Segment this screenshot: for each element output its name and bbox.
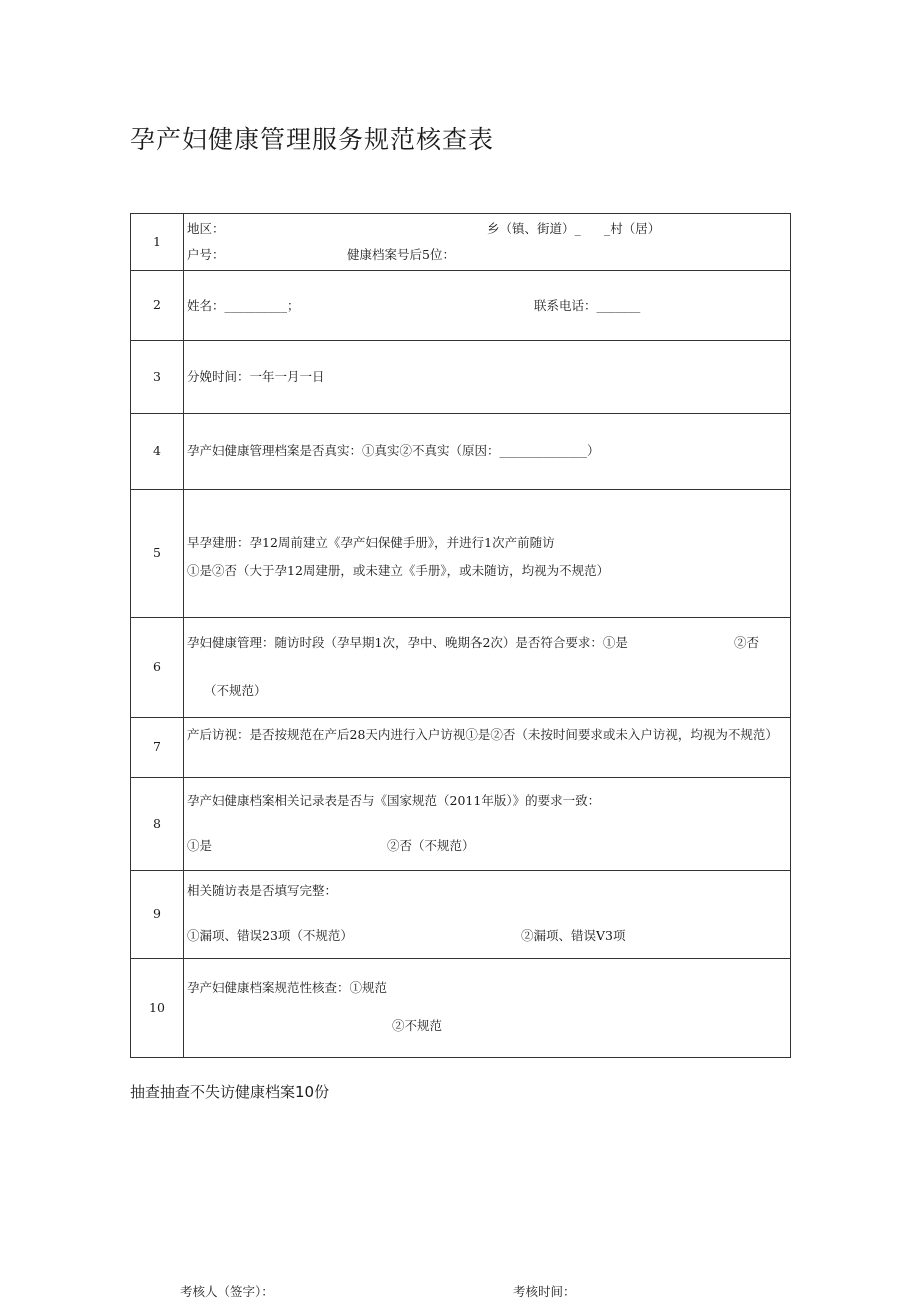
pregnancy-option-no: ②否 xyxy=(734,635,760,650)
row-content xyxy=(184,618,791,718)
delivery-time: 分娩时间：一年一月一日 xyxy=(187,369,325,384)
postpartum-visit: 产后访视：是否按规范在产后28天内进行入户访视①是②否（未按时间要求或未入户访视，均视为不规范） xyxy=(187,727,778,742)
table-row xyxy=(131,214,791,271)
table-row xyxy=(131,414,791,490)
record-authenticity xyxy=(187,442,600,461)
row-content xyxy=(184,341,791,414)
completeness-option-1: ①漏项、错误23项（不规范） xyxy=(187,928,353,943)
row-content xyxy=(184,778,791,871)
table-row xyxy=(131,271,791,341)
row-number: 4 xyxy=(131,414,184,490)
footer-note: 抽查抽查不失访健康档案10份 xyxy=(130,1083,330,1101)
row-number: 2 xyxy=(131,271,184,341)
table-row xyxy=(131,618,791,718)
record-consistency: 孕产妇健康档案相关记录表是否与《国家规范（2011年版）》的要求一致： xyxy=(187,793,601,808)
check-table xyxy=(130,213,791,1058)
phone-field xyxy=(534,297,640,316)
row-content xyxy=(184,414,791,490)
row-content xyxy=(184,271,791,341)
pregnancy-note: （不规范） xyxy=(204,683,267,698)
page-title: 孕产妇健康管理服务规范核查表 xyxy=(130,125,495,154)
phone-label: 联系电话： xyxy=(534,298,597,313)
row-number: 1 xyxy=(131,214,184,271)
row-content xyxy=(184,871,791,959)
table-row xyxy=(131,959,791,1058)
row-content xyxy=(184,490,791,618)
reason-blank: ______________ xyxy=(499,443,588,458)
household-label: 户号： xyxy=(187,247,225,262)
township-label: 乡（镇、街道）_ xyxy=(487,221,581,236)
row-number: 7 xyxy=(131,718,184,778)
early-registration: 早孕建册：孕12周前建立《孕产妇保健手册》，并进行1次产前随访 xyxy=(187,535,555,550)
record-standard-check: 孕产妇健康档案规范性核查：①规范 xyxy=(187,980,388,995)
row-number: 5 xyxy=(131,490,184,618)
pregnancy-management: 孕妇健康管理：随访时段（孕早期1次，孕中、晚期各2次）是否符合要求：①是 xyxy=(187,635,628,650)
table-row xyxy=(131,490,791,618)
form-completeness: 相关随访表是否填写完整： xyxy=(187,883,338,898)
row-content xyxy=(184,718,791,778)
consistency-option-no: ②否（不规范） xyxy=(387,838,475,853)
phone-blank: _______ xyxy=(596,298,641,313)
village-label: _村（居） xyxy=(604,221,661,236)
authenticity-question: 孕产妇健康管理档案是否真实：①真实②不真实（原因： xyxy=(187,443,500,458)
row-content xyxy=(184,959,791,1058)
assessment-date-label: 考核时间： xyxy=(513,1284,576,1299)
row-number: 3 xyxy=(131,341,184,414)
table-row xyxy=(131,778,791,871)
table-row xyxy=(131,718,791,778)
name-label: 姓名： xyxy=(187,298,225,313)
row-content xyxy=(184,214,791,271)
name-field xyxy=(187,297,300,316)
name-end: ； xyxy=(287,298,300,313)
row-number: 10 xyxy=(131,959,184,1058)
assessor-signature-label: 考核人（签字）： xyxy=(180,1284,274,1299)
table-row xyxy=(131,871,791,959)
region-label: 地区： xyxy=(187,221,225,236)
record-number-label: 健康档案号后5位： xyxy=(347,247,455,262)
standard-option-no: ②不规范 xyxy=(392,1018,443,1033)
authenticity-end: ） xyxy=(587,443,600,458)
table-row xyxy=(131,341,791,414)
row-number: 6 xyxy=(131,618,184,718)
early-registration-options: ①是②否（大于孕12周建册，或未建立《手册》，或未随访，均视为不规范） xyxy=(187,563,610,578)
completeness-option-2: ②漏项、错误V3项 xyxy=(521,928,626,943)
row-number: 9 xyxy=(131,871,184,959)
consistency-option-yes: ①是 xyxy=(187,838,213,853)
row-number: 8 xyxy=(131,778,184,871)
name-blank: __________ xyxy=(224,298,288,313)
